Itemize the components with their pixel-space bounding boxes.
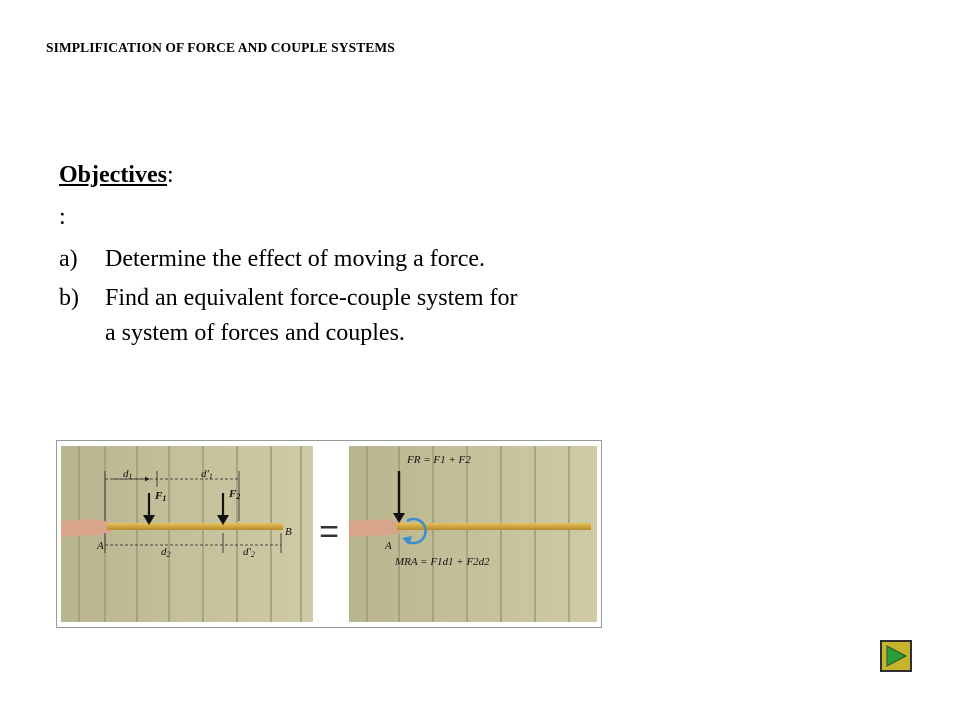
next-arrow-icon [882,642,910,670]
slide-title: SIMPLIFICATION OF FORCE AND COUPLE SYSTEMS [46,40,395,55]
next-slide-button[interactable] [880,640,912,672]
objective-item-a [59,242,529,277]
label-moment-equation: MRA = F1d1 + F2d2 [395,556,490,568]
label-point-b: B [285,526,292,538]
objectives-heading-colon: : [166,162,174,188]
objective-item-text: Find an equivalent force-couple system for a system of forces and couples. [105,285,518,346]
label-dprime1: d'1 [201,468,213,481]
objective-item-b [59,281,529,351]
equals-sign: = [319,513,339,551]
left-panel [61,446,313,622]
label-d2: d2 [161,546,171,559]
label-point-a-left: A [97,540,104,552]
objectives-separator: : [59,204,66,230]
right-panel [349,446,597,622]
label-d1: d1 [123,468,133,481]
label-f1: F1 [155,490,167,503]
objective-item-text: Determine the effect of moving a force. [105,246,486,272]
label-f2: F2 [229,488,241,501]
objectives-heading-line [59,158,529,200]
objective-item-marker: a) [59,246,78,272]
objectives-heading: Objectives [59,162,167,188]
objectives-block [59,158,529,355]
label-point-a-right: A [385,540,392,552]
label-dprime2: d'2 [243,546,255,559]
force-couple-figure-svg [57,441,601,627]
force-couple-figure [56,440,602,628]
objective-item-marker: b) [59,285,79,311]
stick-shape [107,523,283,530]
label-resultant-equation: FR = F1 + F2 [407,454,471,466]
